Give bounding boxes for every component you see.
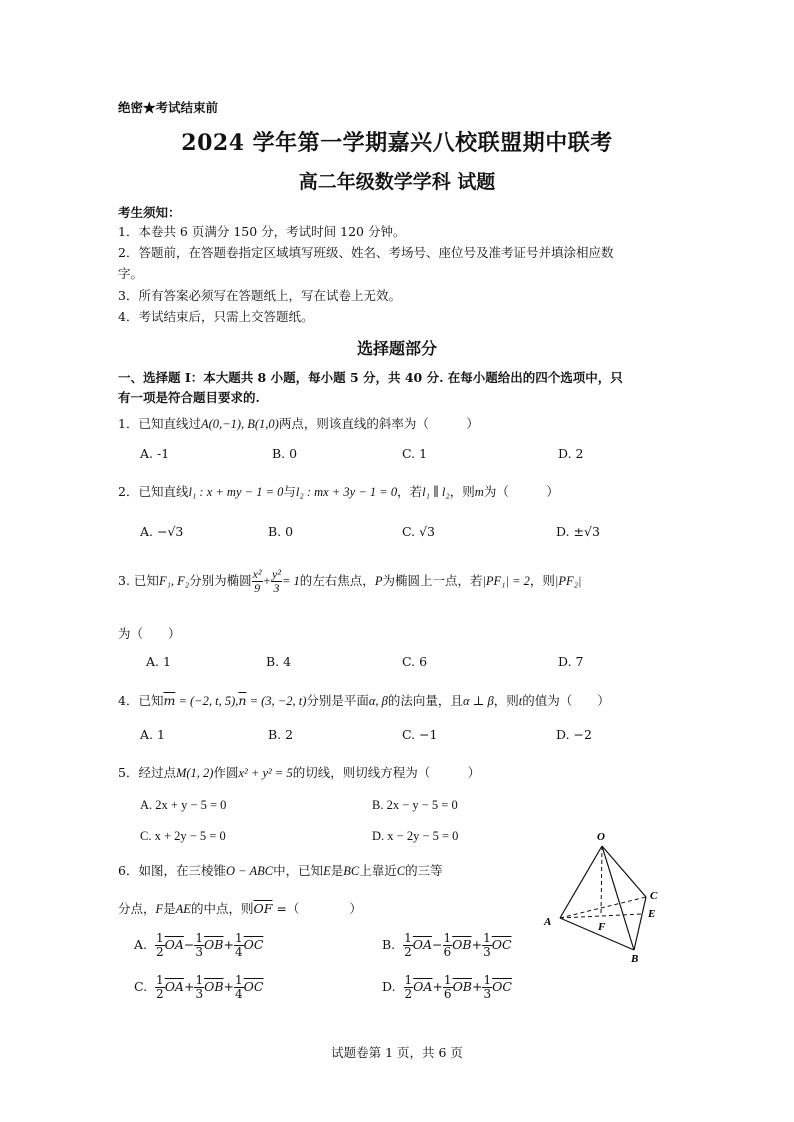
- section-intro: 一、选择题 I：本大题共 8 小题，每小题 5 分，共 40 分. 在每小题给出的四个选项中，只: [118, 370, 623, 385]
- question-4: 4．已知$\overline{m} = (-2$, t, $5),\overline{n} = (3$, −2, t)分别是平面α, β的法向量，且α ⊥ β，则t的值为（ ）: [118, 693, 610, 708]
- segment-of: [601, 846, 602, 916]
- option-b: B. 0: [272, 446, 298, 461]
- notice-item: 2．答题前，在答题卷指定区域填写班级、姓名、考场号、座位号及准考证号并填涂相应数: [118, 245, 614, 260]
- label-b: B: [631, 953, 639, 965]
- label-o: O: [597, 831, 605, 843]
- option-a: A. 2x + y − 5 = 0: [140, 798, 227, 812]
- notice-item: 4．考试结束后，只需上交答题纸。: [118, 309, 314, 324]
- option-a: A. −√3: [140, 524, 184, 539]
- edge-ob: [602, 846, 634, 950]
- option-d: D. −2: [556, 727, 592, 742]
- option-d: D. ±√3: [556, 524, 600, 539]
- section-title: 选择题部分: [356, 339, 437, 358]
- option-a: A. 1: [146, 654, 171, 669]
- secret-label: 绝密★考试结束前: [118, 100, 219, 115]
- question-3: 3. 已知F₁, F₂分别为椭圆 $\frac{\text{x²}}{9}$ + $\frac{\text{y²}}{3}$ = 1的左右焦点，P为椭圆上一点，若|PF₁| = 2，则|PF₂|: [118, 567, 582, 595]
- question-2: 2．已知直线l₁ : x + my − 1 = 0与l₂ : mx + 3y − 1 = 0，若l₁ ∥ l₂，则m为（ ）: [118, 484, 559, 499]
- notice-item: 1．本卷共 6 页满分 150 分，考试时间 120 分钟。: [118, 224, 406, 239]
- option-a: A. -1: [140, 446, 170, 461]
- option-b: B. 2x − y − 5 = 0: [372, 798, 458, 812]
- option-a: A. 1: [140, 727, 165, 742]
- section-intro: 有一项是符合题目要求的.: [118, 390, 260, 405]
- option-b: B. $\frac{1}{2}$ $\overline{OA}-$ $\frac{1}{6}$ $\overline{OB}+$ $\frac{1}{3}$ $\overline{OC}$: [382, 931, 512, 959]
- option-c: C. $\frac{1}{2}$ $\overline{OA}+$ $\frac{1}{3}$ $\overline{OB}+$ $\frac{1}{4}$ $\overline{OC}$: [134, 973, 264, 1001]
- option-b: B. 2: [268, 727, 294, 742]
- fraction: $\frac{\text{y²}}{3}$: [272, 567, 281, 595]
- fraction: $\frac{\text{x²}}{9}$: [252, 567, 262, 595]
- edge-ab: [560, 918, 634, 950]
- option-b: B. 4: [266, 654, 292, 669]
- option-a: A. $\frac{1}{2}$ $\overline{OA}-$ $\frac{1}{3}$ $\overline{OB}+$ $\frac{1}{4}$ $\overline{OC}$: [134, 931, 264, 959]
- option-d: D. x − 2y − 5 = 0: [372, 829, 459, 843]
- question-6: 6．如图，在三棱锥O − ABC中，已知E是BC上靠近C的三等: [118, 863, 443, 878]
- label-f: F: [598, 921, 606, 933]
- question-5: 5．经过点M(1, 2)作圆x² + y² = 5的切线，则切线方程为（ ）: [118, 765, 481, 780]
- question-6-line2: 分点，F是AE的中点，则$\overline{OF}$ =（ ）: [118, 901, 362, 916]
- option-c: C. 6: [402, 654, 428, 669]
- page-footer: 试题卷第 1 页，共 6 页: [331, 1045, 463, 1060]
- exam-title: 2024 学年第一学期嘉兴八校联盟期中联考: [181, 130, 613, 156]
- option-c: C. x + 2y − 5 = 0: [140, 829, 226, 843]
- edge-bc: [634, 897, 646, 950]
- label-a: A: [544, 916, 552, 928]
- option-c: C. √3: [402, 524, 435, 539]
- edge-oa: [560, 846, 602, 918]
- option-b: B. 0: [268, 524, 294, 539]
- edge-oc: [602, 846, 646, 897]
- notice-item: 字。: [118, 266, 144, 281]
- question-3-line2: 为（ ）: [118, 626, 181, 641]
- notice-item: 3．所有答案必须写在答题纸上，写在试卷上无效。: [118, 288, 401, 303]
- question-1: 1．已知直线过A(0,−1), B(1,0)两点，则该直线的斜率为（ ）: [118, 416, 479, 431]
- option-d: D. $\frac{1}{2}$ $\overline{OA}+$ $\frac{1}{6}$ $\overline{OB}+$ $\frac{1}{3}$ $\overline{OC}$: [382, 973, 512, 1001]
- notice-heading: 考生须知：: [118, 205, 181, 220]
- option-d: D. 7: [558, 654, 584, 669]
- option-d: D. 2: [558, 446, 584, 461]
- label-e: E: [648, 908, 656, 920]
- option-c: C. 1: [402, 446, 428, 461]
- exam-subtitle: 高二年级数学学科 试题: [298, 171, 496, 193]
- pyramid-diagram: [530, 824, 670, 969]
- label-c: C: [650, 890, 658, 902]
- option-c: C. −1: [402, 727, 438, 742]
